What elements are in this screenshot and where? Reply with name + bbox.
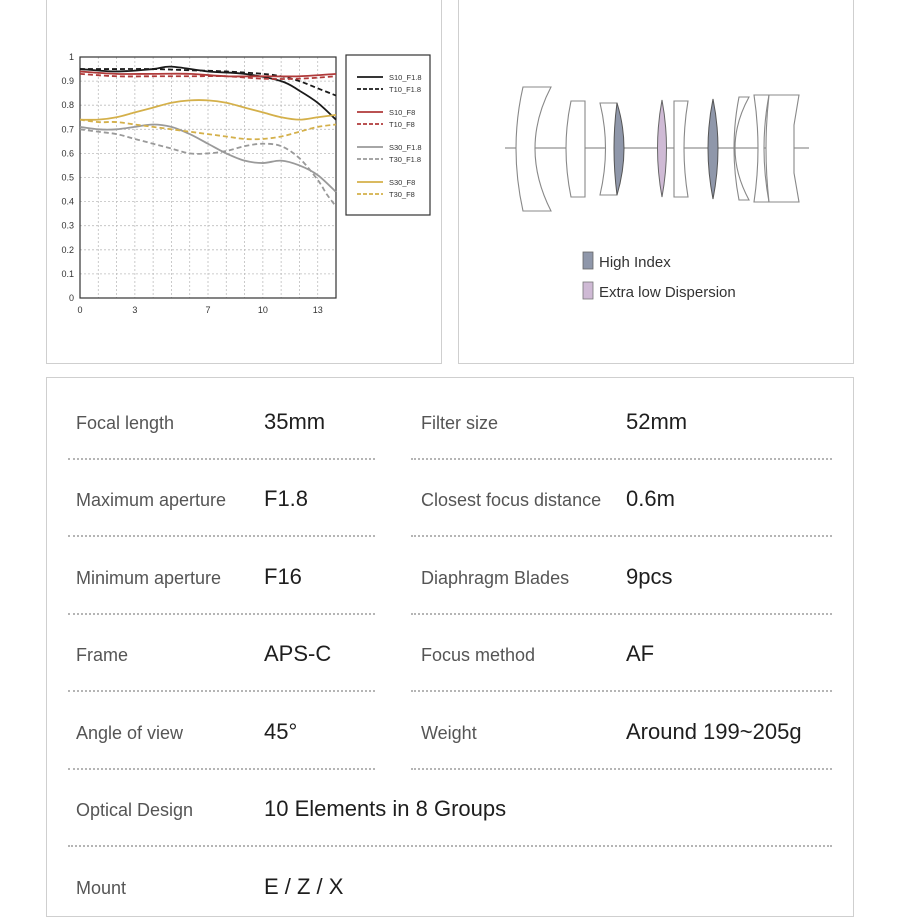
row-divider <box>411 690 832 692</box>
spec-label: Maximum aperture <box>76 490 227 510</box>
x-tick-label: 0 <box>77 305 83 315</box>
row-divider <box>68 690 375 692</box>
x-tick-label: 13 <box>312 305 323 315</box>
spec-value: 35mm <box>264 409 326 434</box>
ed-label: Extra low Dispersion <box>599 284 736 301</box>
spec-label: Closest focus distance <box>421 490 602 510</box>
spec-value: F1.8 <box>264 486 309 511</box>
legend-label: T10_F8 <box>389 120 415 129</box>
y-tick-label: 0.6 <box>61 148 74 159</box>
row-divider <box>68 613 375 615</box>
spec-label: Frame <box>76 645 129 665</box>
high-index-label: High Index <box>599 254 671 271</box>
legend-label: T30_F8 <box>389 190 415 199</box>
spec-label: Weight <box>421 723 477 743</box>
spec-label: Diaphragm Blades <box>421 568 570 588</box>
optical-design-value: 10 Elements in 8 Groups <box>264 796 507 821</box>
spec-value: APS-C <box>264 641 332 666</box>
spec-label: Angle of view <box>76 723 184 743</box>
specifications-panel <box>46 377 854 917</box>
x-tick-label: 7 <box>205 305 211 315</box>
legend-label: S30_F1.8 <box>389 143 422 152</box>
row-divider <box>68 535 375 537</box>
legend-label: T10_F1.8 <box>389 85 422 94</box>
legend-label: T30_F1.8 <box>389 155 422 164</box>
y-tick-label: 0.3 <box>61 220 74 231</box>
row-divider <box>411 613 832 615</box>
spec-label: Focal length <box>76 413 175 433</box>
row-divider <box>411 768 832 770</box>
lens-element-1 <box>516 87 551 211</box>
y-tick-label: 0.5 <box>61 172 74 183</box>
y-tick-label: 0.4 <box>61 196 74 207</box>
mtf-chart <box>47 0 441 363</box>
optical-design-label: Optical Design <box>76 800 194 820</box>
y-tick-label: 0.1 <box>61 268 74 279</box>
mount-value: E / Z / X <box>264 874 344 899</box>
lens-element-10 <box>766 95 799 202</box>
y-tick-label: 0.8 <box>61 100 74 111</box>
y-tick-label: 0.9 <box>61 76 74 87</box>
mount-label: Mount <box>76 878 127 898</box>
legend-label: S10_F8 <box>389 108 416 117</box>
row-divider <box>68 458 375 460</box>
y-tick-label: 0.7 <box>61 124 74 135</box>
row-divider <box>411 458 832 460</box>
spec-value: AF <box>626 641 655 666</box>
ed-swatch <box>583 282 593 299</box>
x-tick-label: 3 <box>132 305 138 315</box>
lens-element-6 <box>674 101 688 197</box>
row-divider <box>411 535 832 537</box>
spec-label: Focus method <box>421 645 536 665</box>
spec-value: F16 <box>264 564 302 589</box>
spec-value: 52mm <box>626 409 688 434</box>
lens-element-7-high-index <box>708 99 718 199</box>
lens-element-2 <box>566 101 585 197</box>
legend-label: S30_F8 <box>389 178 416 187</box>
y-tick-label: 0.2 <box>61 244 74 255</box>
y-tick-label: 0 <box>68 293 74 303</box>
spec-value: 45° <box>264 719 298 744</box>
spec-value: Around 199~205g <box>626 719 802 744</box>
lens-element-diagram <box>459 0 853 363</box>
lens-element-4-high-index <box>614 103 624 195</box>
spec-value: 0.6m <box>626 486 675 511</box>
row-divider <box>68 768 375 770</box>
high-index-swatch <box>583 252 593 269</box>
spec-label: Minimum aperture <box>76 568 222 588</box>
legend-label: S10_F1.8 <box>389 73 422 82</box>
spec-label: Filter size <box>421 413 499 433</box>
y-tick-label: 1 <box>68 52 74 62</box>
lens-element-5-ed <box>658 100 667 197</box>
row-divider <box>68 845 832 847</box>
optical-diagram-panel <box>458 0 854 364</box>
mtf-chart-panel <box>46 0 442 364</box>
spec-value: 9pcs <box>626 564 673 589</box>
x-tick-label: 10 <box>257 305 268 315</box>
